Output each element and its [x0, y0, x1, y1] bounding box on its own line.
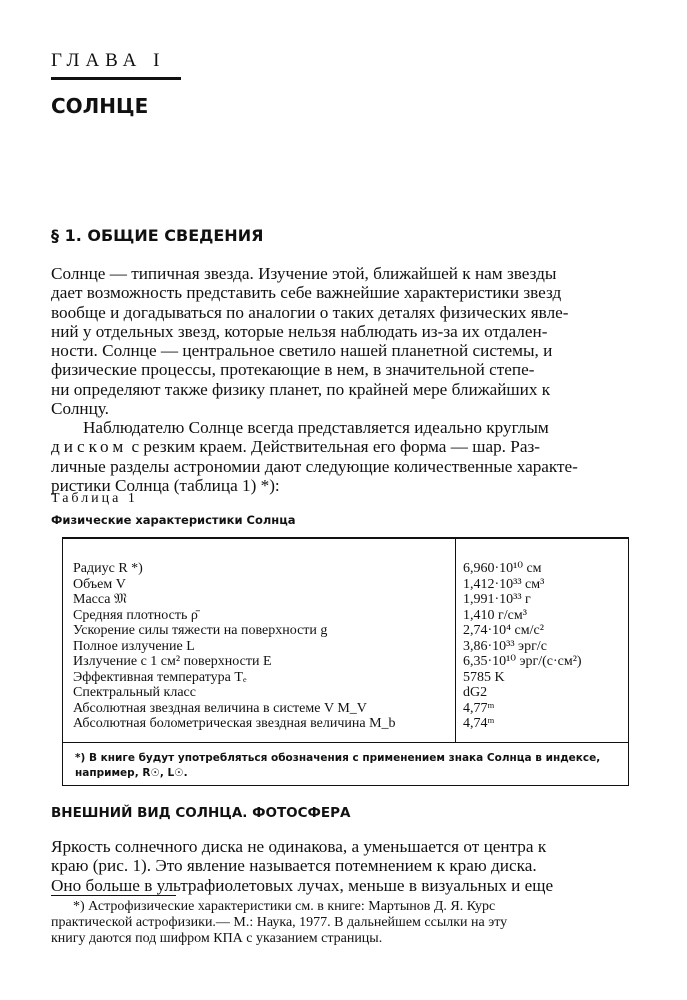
characteristics-table: [62, 537, 629, 786]
text-line: дает возможность представить себе важнейшие характеристики звезд: [51, 283, 562, 303]
footnote-rule: [51, 895, 176, 896]
text-fragment: с резким краем. Действительная его форма — шар. Раз-: [127, 437, 540, 457]
shape-paragraph: [51, 418, 628, 495]
emphasis-word: диском: [51, 437, 128, 457]
text-line: Наблюдателю Солнце всегда представляется идеально круглым: [83, 418, 549, 437]
parameter-value: 1,410 г/см³: [463, 607, 527, 623]
intro-paragraph: [51, 264, 628, 418]
footnote-line: книгу даются под шифром КПА с указанием страницы.: [51, 931, 383, 946]
text-line: краю (рис. 1). Это явление называется потемнением к краю диска.: [51, 856, 537, 876]
parameter-value: 4,77ᵐ: [463, 700, 495, 716]
parameter-name: Абсолютная болометрическая звездная величина M_b: [73, 716, 396, 731]
parameter-name: Средняя плотность ρ̄: [73, 607, 198, 623]
parameter-name: Спектральный класс: [73, 685, 196, 700]
photosphere-paragraph: [51, 837, 628, 895]
table-separator: [63, 742, 628, 743]
parameter-value: 3,86·10³³ эрг/с: [463, 638, 547, 654]
footnote-line: *) Астрофизические характеристики см. в книге: Мартынов Д. Я. Курс: [73, 899, 496, 914]
chapter-title: СОЛНЦЕ: [51, 94, 149, 118]
note-line: *) В книге будут употребляться обозначения с применением знака Солнца в индексе,: [75, 752, 601, 764]
table-note: [75, 751, 620, 781]
table-label: Таблица 1: [51, 491, 138, 506]
text-line: Яркость солнечного диска не одинакова, а уменьшается от центра к: [51, 837, 547, 856]
text-line: Солнце — типичная звезда. Изучение этой, ближайшей к нам звезды: [51, 264, 557, 283]
parameter-name: Эффективная температура Tₑ: [73, 669, 247, 685]
parameter-name: Абсолютная звездная величина в системе V M_V: [73, 700, 367, 716]
text-line: Оно больше в ультрафиолетовых лучах, меньше в визуальных и еще: [51, 875, 554, 895]
parameter-name: Масса 𝔐: [73, 592, 127, 607]
parameter-value: 1,991·10³³ г: [463, 592, 531, 607]
parameter-value: 4,74ᵐ: [463, 716, 495, 731]
note-line: например, R☉, L☉.: [75, 767, 188, 779]
parameter-column: [73, 561, 396, 732]
table-caption: Физические характеристики Солнца: [51, 513, 296, 527]
footnote-line: практической астрофизики.— М.: Наука, 1977. В дальнейшем ссылки на эту: [51, 915, 508, 930]
parameter-name: Ускорение силы тяжести на поверхности g: [73, 623, 328, 638]
text-line: ристики Солнца (таблица 1) *):: [51, 475, 280, 495]
parameter-name: Радиус R *): [73, 561, 143, 576]
parameter-name: Излучение с 1 см² поверхности E: [73, 654, 272, 669]
parameter-value: 2,74·10⁴ см/с²: [463, 623, 544, 638]
column-divider: [455, 539, 456, 742]
parameter-value: 1,412·10³³ см³: [463, 576, 545, 592]
text-line: физические процессы, протекающие в нем, в значительной степе-: [51, 360, 535, 380]
footnote: [51, 899, 629, 947]
subsection-heading: ВНЕШНИЙ ВИД СОЛНЦА. ФОТОСФЕРА: [51, 805, 351, 821]
section-heading: § 1. ОБЩИЕ СВЕДЕНИЯ: [51, 226, 264, 245]
parameter-name: Полное излучение L: [73, 638, 195, 654]
parameter-name: Объем V: [73, 576, 126, 592]
text-line: [51, 437, 628, 456]
parameter-value: 6,35·10¹⁰ эрг/(с·см²): [463, 654, 582, 669]
value-column: [463, 561, 582, 732]
parameter-value: 6,960·10¹⁰ см: [463, 561, 542, 576]
text-line: ний у отдельных звезд, которые нельзя наблюдать из-за их отдален-: [51, 321, 548, 341]
parameter-value: 5785 K: [463, 669, 505, 685]
text-line: вообще и догадываться по аналогии о таких деталях физических явле-: [51, 302, 569, 322]
text-line: ности. Солнце — центральное светило нашей планетной системы, и: [51, 341, 553, 361]
text-line: личные разделы астрономии дают следующие количественные характе-: [51, 456, 578, 476]
parameter-value: dG2: [463, 685, 488, 700]
chapter-rule: [51, 77, 181, 80]
text-line: Солнцу.: [51, 399, 109, 419]
text-line: ни определяют также физику планет, по крайней мере ближайших к: [51, 379, 551, 399]
chapter-label: ГЛАВА I: [51, 50, 166, 71]
